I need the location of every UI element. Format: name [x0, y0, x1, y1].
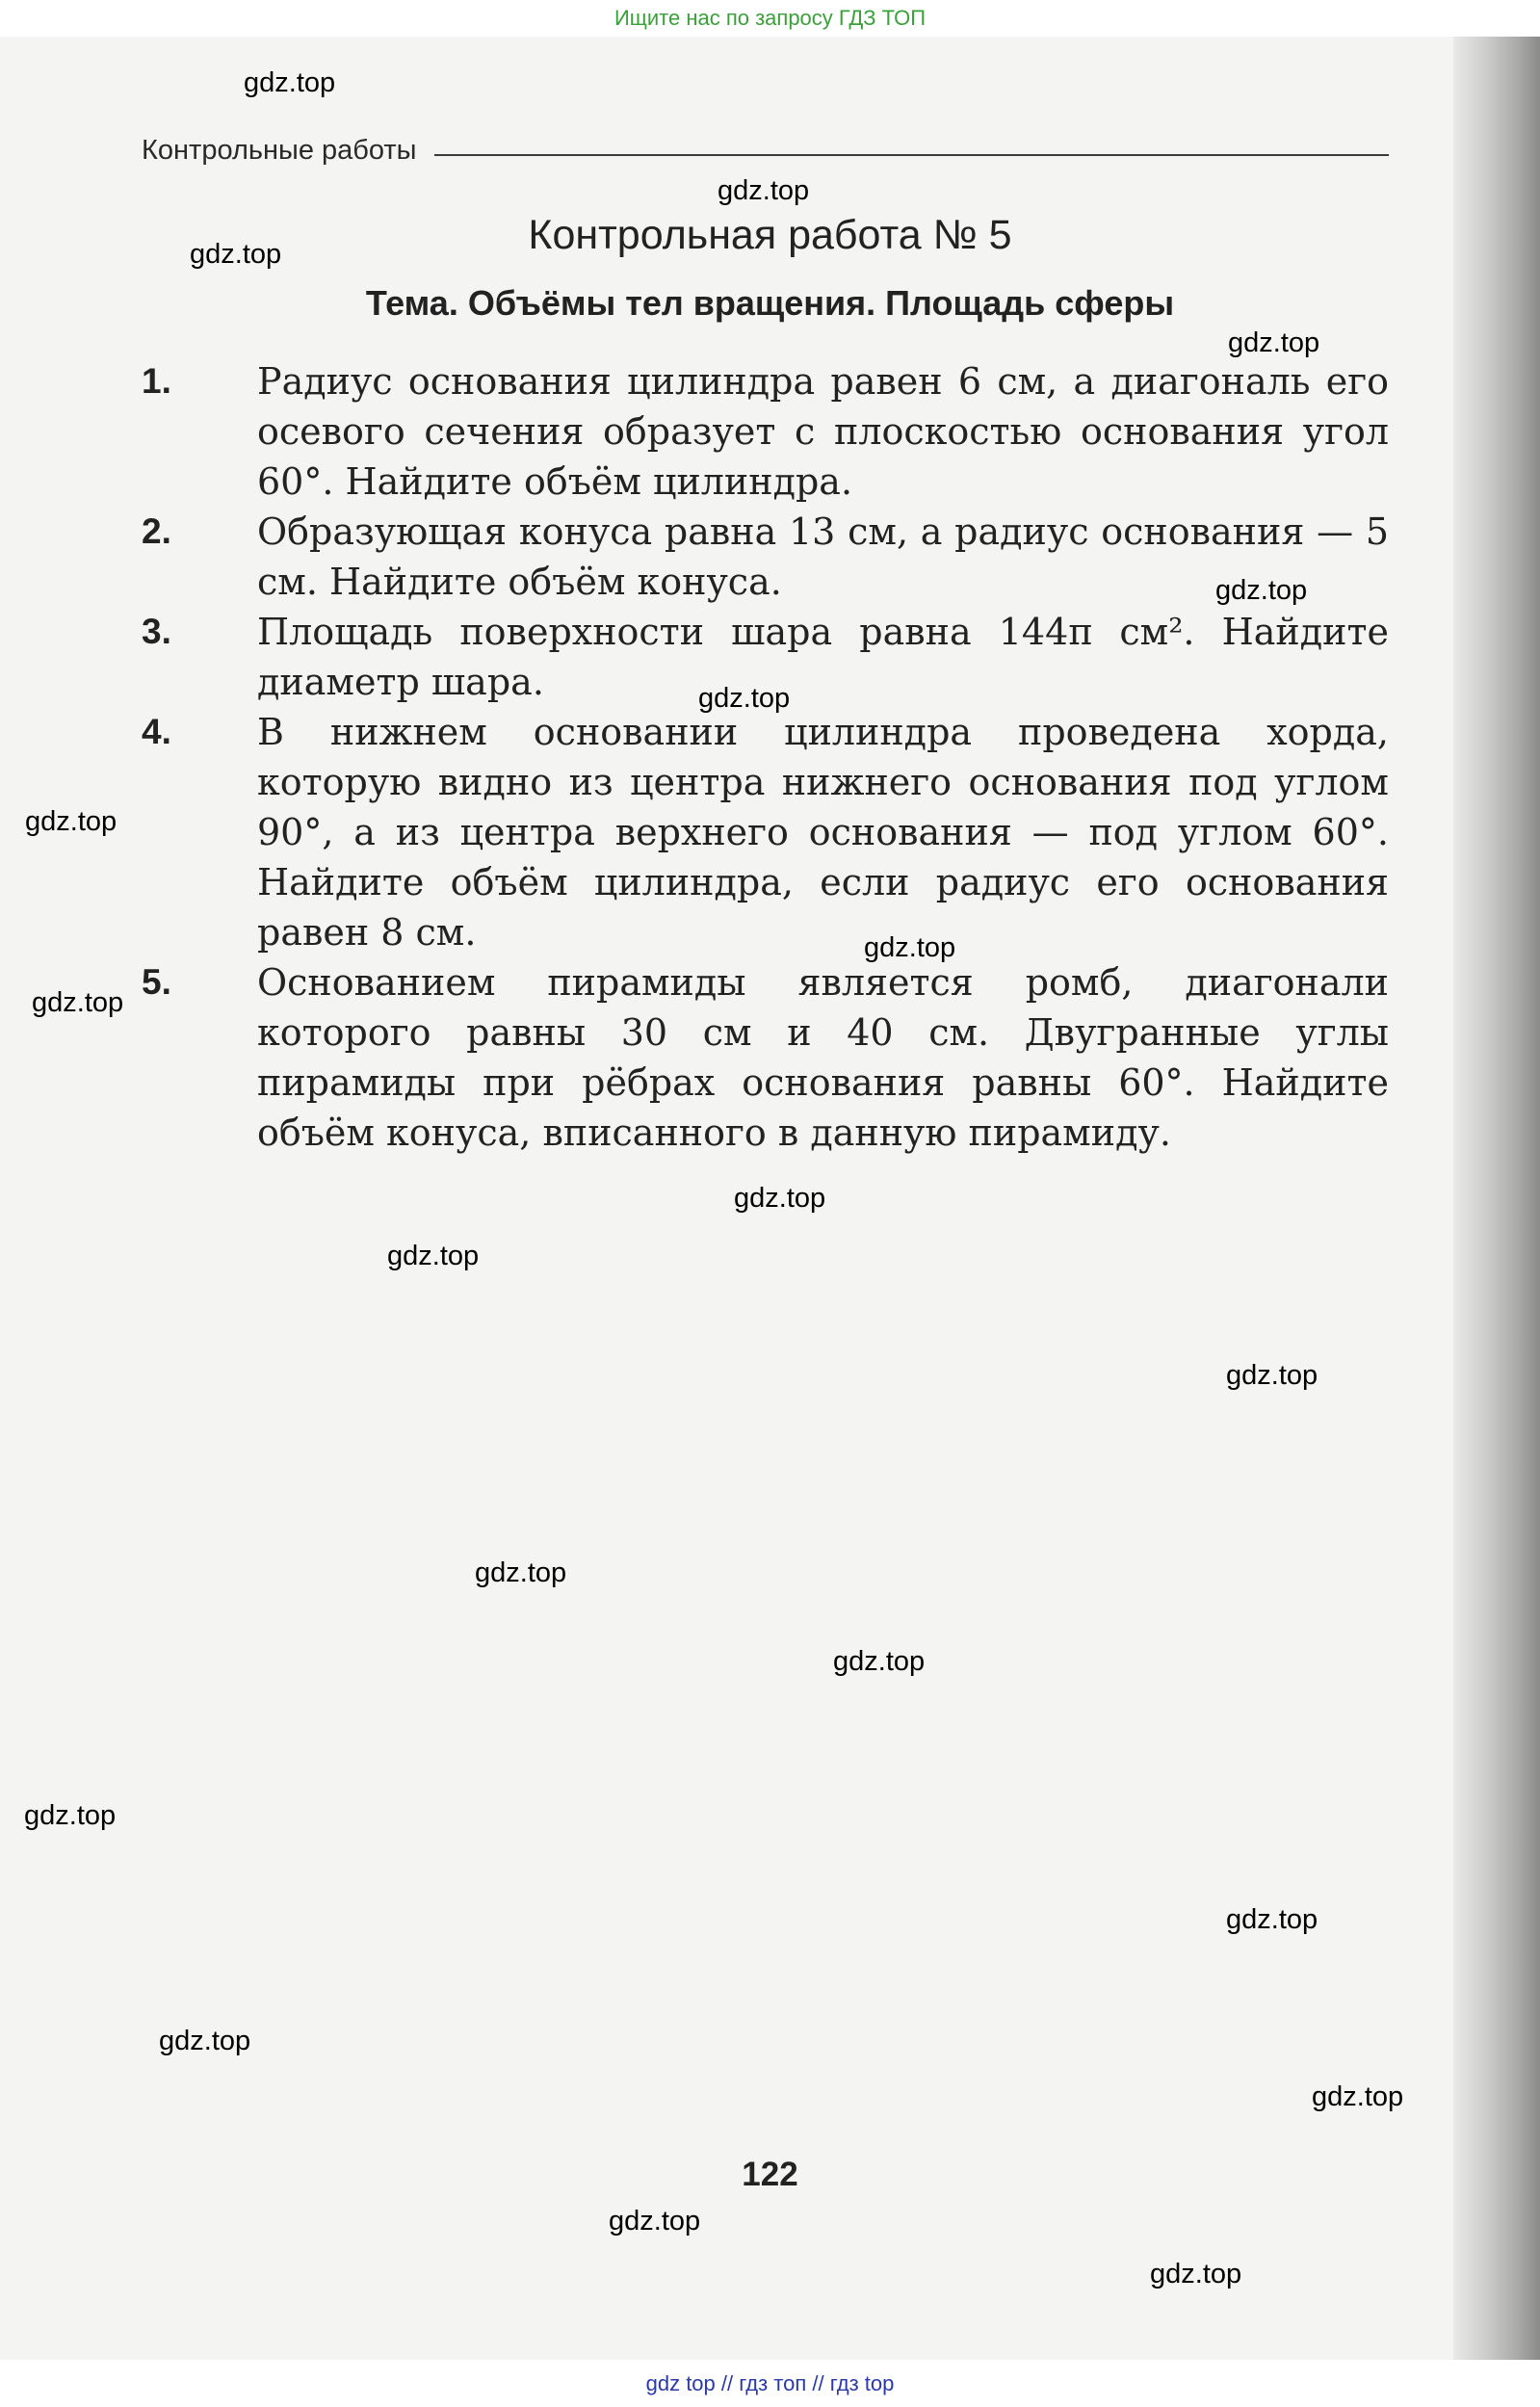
top-banner: Ищите нас по запросу ГДЗ ТОП — [613, 6, 927, 30]
problem-text: Площадь поверхности шара равна 144π см². Найдите диаметр шара. — [257, 611, 1389, 703]
watermark: gdz.top — [1312, 2081, 1404, 2112]
page-title: Контрольная работа № 5 — [528, 212, 1012, 258]
problem-item — [142, 707, 1389, 957]
problem-list — [142, 356, 1389, 1158]
problem-number: 3. — [142, 612, 171, 651]
problem-number: 4. — [142, 712, 171, 751]
problem-item — [142, 356, 1389, 507]
problem-text: Основанием пирамиды является ромб, диагонали которого равны 30 см и 40 см. Двугранные углы пирамиды при рёбрах основания равны 60°. Найдите объём конуса, вписанного в данную пирамиду. — [257, 961, 1389, 1154]
problem-item — [142, 957, 1389, 1158]
page-spine-shadow — [1453, 37, 1540, 2360]
watermark: gdz.top — [475, 1557, 567, 1588]
running-head — [142, 135, 1389, 173]
watermark: gdz.top — [1226, 1360, 1318, 1391]
running-head-text: Контрольные работы — [142, 135, 434, 167]
watermark: gdz.top — [25, 806, 117, 837]
problem-number: 5. — [142, 962, 171, 1002]
problem-text: Радиус основания цилиндра равен 6 см, а диагональ его осевого сечения образует с плоскостью основания угол 60°. Найдите объём цилиндра. — [257, 360, 1389, 503]
watermark: gdz.top — [833, 1646, 926, 1677]
page-number: 122 — [742, 2156, 798, 2193]
topic-heading: Тема. Объёмы тел вращения. Площадь сферы — [365, 283, 1175, 323]
watermark: gdz.top — [190, 239, 282, 270]
problem-text: В нижнем основании цилиндра проведена хорда, которую видно из центра нижнего основания под углом 90°, а из центра верхнего основания — под углом 60°. Найдите объём цилиндра, если радиус его основания равен 8 см. — [257, 711, 1389, 954]
watermark: gdz.top — [1150, 2259, 1242, 2289]
problem-number: 1. — [142, 361, 171, 401]
watermark: gdz.top — [387, 1241, 480, 1271]
watermark: gdz.top — [1228, 327, 1320, 358]
watermark: gdz.top — [718, 175, 810, 206]
watermark: gdz.top — [32, 987, 124, 1018]
watermark: gdz.top — [609, 2206, 701, 2237]
bottom-banner: gdz top // гдз топ // гдз top — [0, 2360, 1540, 2407]
watermark: gdz.top — [1215, 575, 1308, 606]
watermark: gdz.top — [24, 1800, 117, 1831]
watermark: gdz.top — [734, 1183, 826, 1214]
watermark: gdz.top — [698, 683, 791, 714]
problem-text: Образующая конуса равна 13 см, а радиус основания — 5 см. Найдите объём конуса. — [257, 510, 1389, 603]
watermark: gdz.top — [1226, 1904, 1318, 1935]
watermark: gdz.top — [244, 67, 336, 98]
watermark: gdz.top — [864, 932, 956, 963]
problem-number: 2. — [142, 511, 171, 551]
watermark: gdz.top — [159, 2026, 251, 2056]
problem-item — [142, 507, 1389, 607]
